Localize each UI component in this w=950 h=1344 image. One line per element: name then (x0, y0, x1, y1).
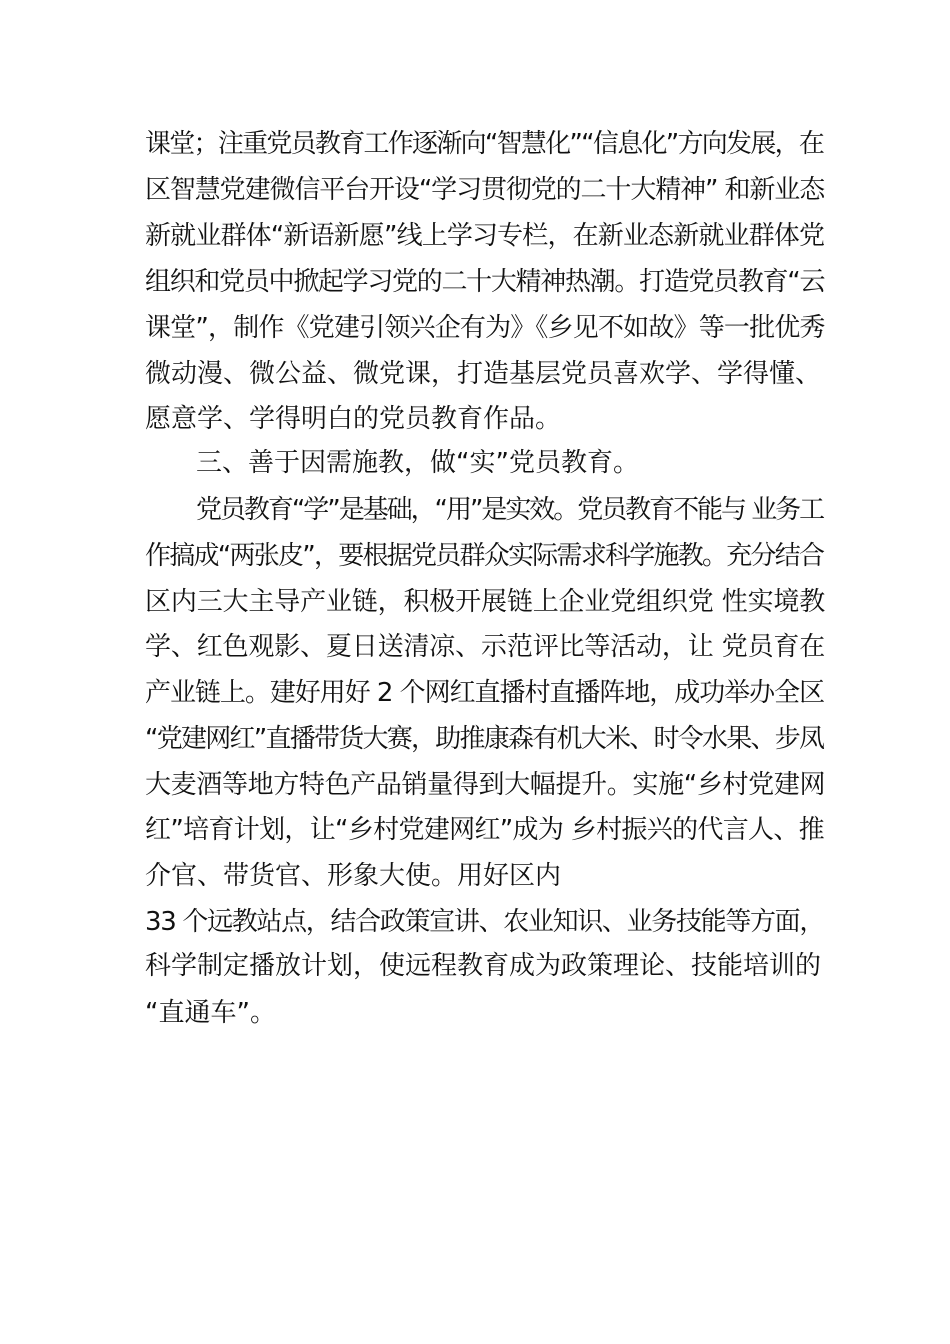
text-line: 党员教育“学”是基础，“用”是实效。党员教育不能与 业务工 (196, 495, 824, 525)
text-line: 区智慧党建微信平台开设“学习贯彻党的二十大精神” 和新业态 (145, 175, 825, 205)
section-heading: 三、善于因需施教，做“实”党员教育。 (196, 448, 639, 478)
text-line: 33 个远教站点，结合政策宣讲、农业知识、业务技能等方面， (145, 907, 825, 937)
text-line: 作搞成“两张皮”，要根据党员群众实际需求科学施教。充分结合 (145, 541, 824, 571)
text-line: 产业链上。建好用好 2 个网红直播村直播阵地，成功举办全区 (145, 678, 825, 708)
text-line: “直通车”。 (145, 998, 276, 1028)
text-line: 区内三大主导产业链，积极开展链上企业党组织党 性实境教 (145, 587, 826, 617)
text-line: 介官、带货官、形象大使。用好区内 (145, 861, 562, 891)
text-line: 愿意学、学得明白的党员教育作品。 (145, 404, 562, 434)
text-line: 组织和党员中掀起学习党的二十大精神热潮。打造党员教育“云 (145, 267, 825, 297)
text-line: 微动漫、微公益、微党课，打造基层党员喜欢学、学得懂、 (145, 359, 822, 389)
text-line: 学、红色观影、夏日送清凉、示范评比等活动，让 党员育在 (145, 632, 826, 662)
text-line: “党建网红”直播带货大赛，助推康森有机大米、时令水果、步凤 (145, 724, 824, 754)
text-line: 新就业群体“新语新愿”线上学习专栏，在新业态新就业群体党 (145, 221, 825, 251)
text-line: 课堂”，制作《党建引领兴企有为》《乡见不如故》等一批优秀 (145, 313, 825, 343)
text-line: 大麦酒等地方特色产品销量得到大幅提升。实施“乡村党建网 (145, 770, 826, 800)
text-line: 科学制定播放计划，使远程教育成为政策理论、技能培训的 (145, 951, 822, 981)
text-line: 红”培育计划，让“乡村党建网红”成为 乡村振兴的代言人、推 (145, 815, 824, 845)
text-line: 课堂；注重党员教育工作逐渐向“智慧化”“信息化”方向发展，在 (145, 129, 824, 159)
